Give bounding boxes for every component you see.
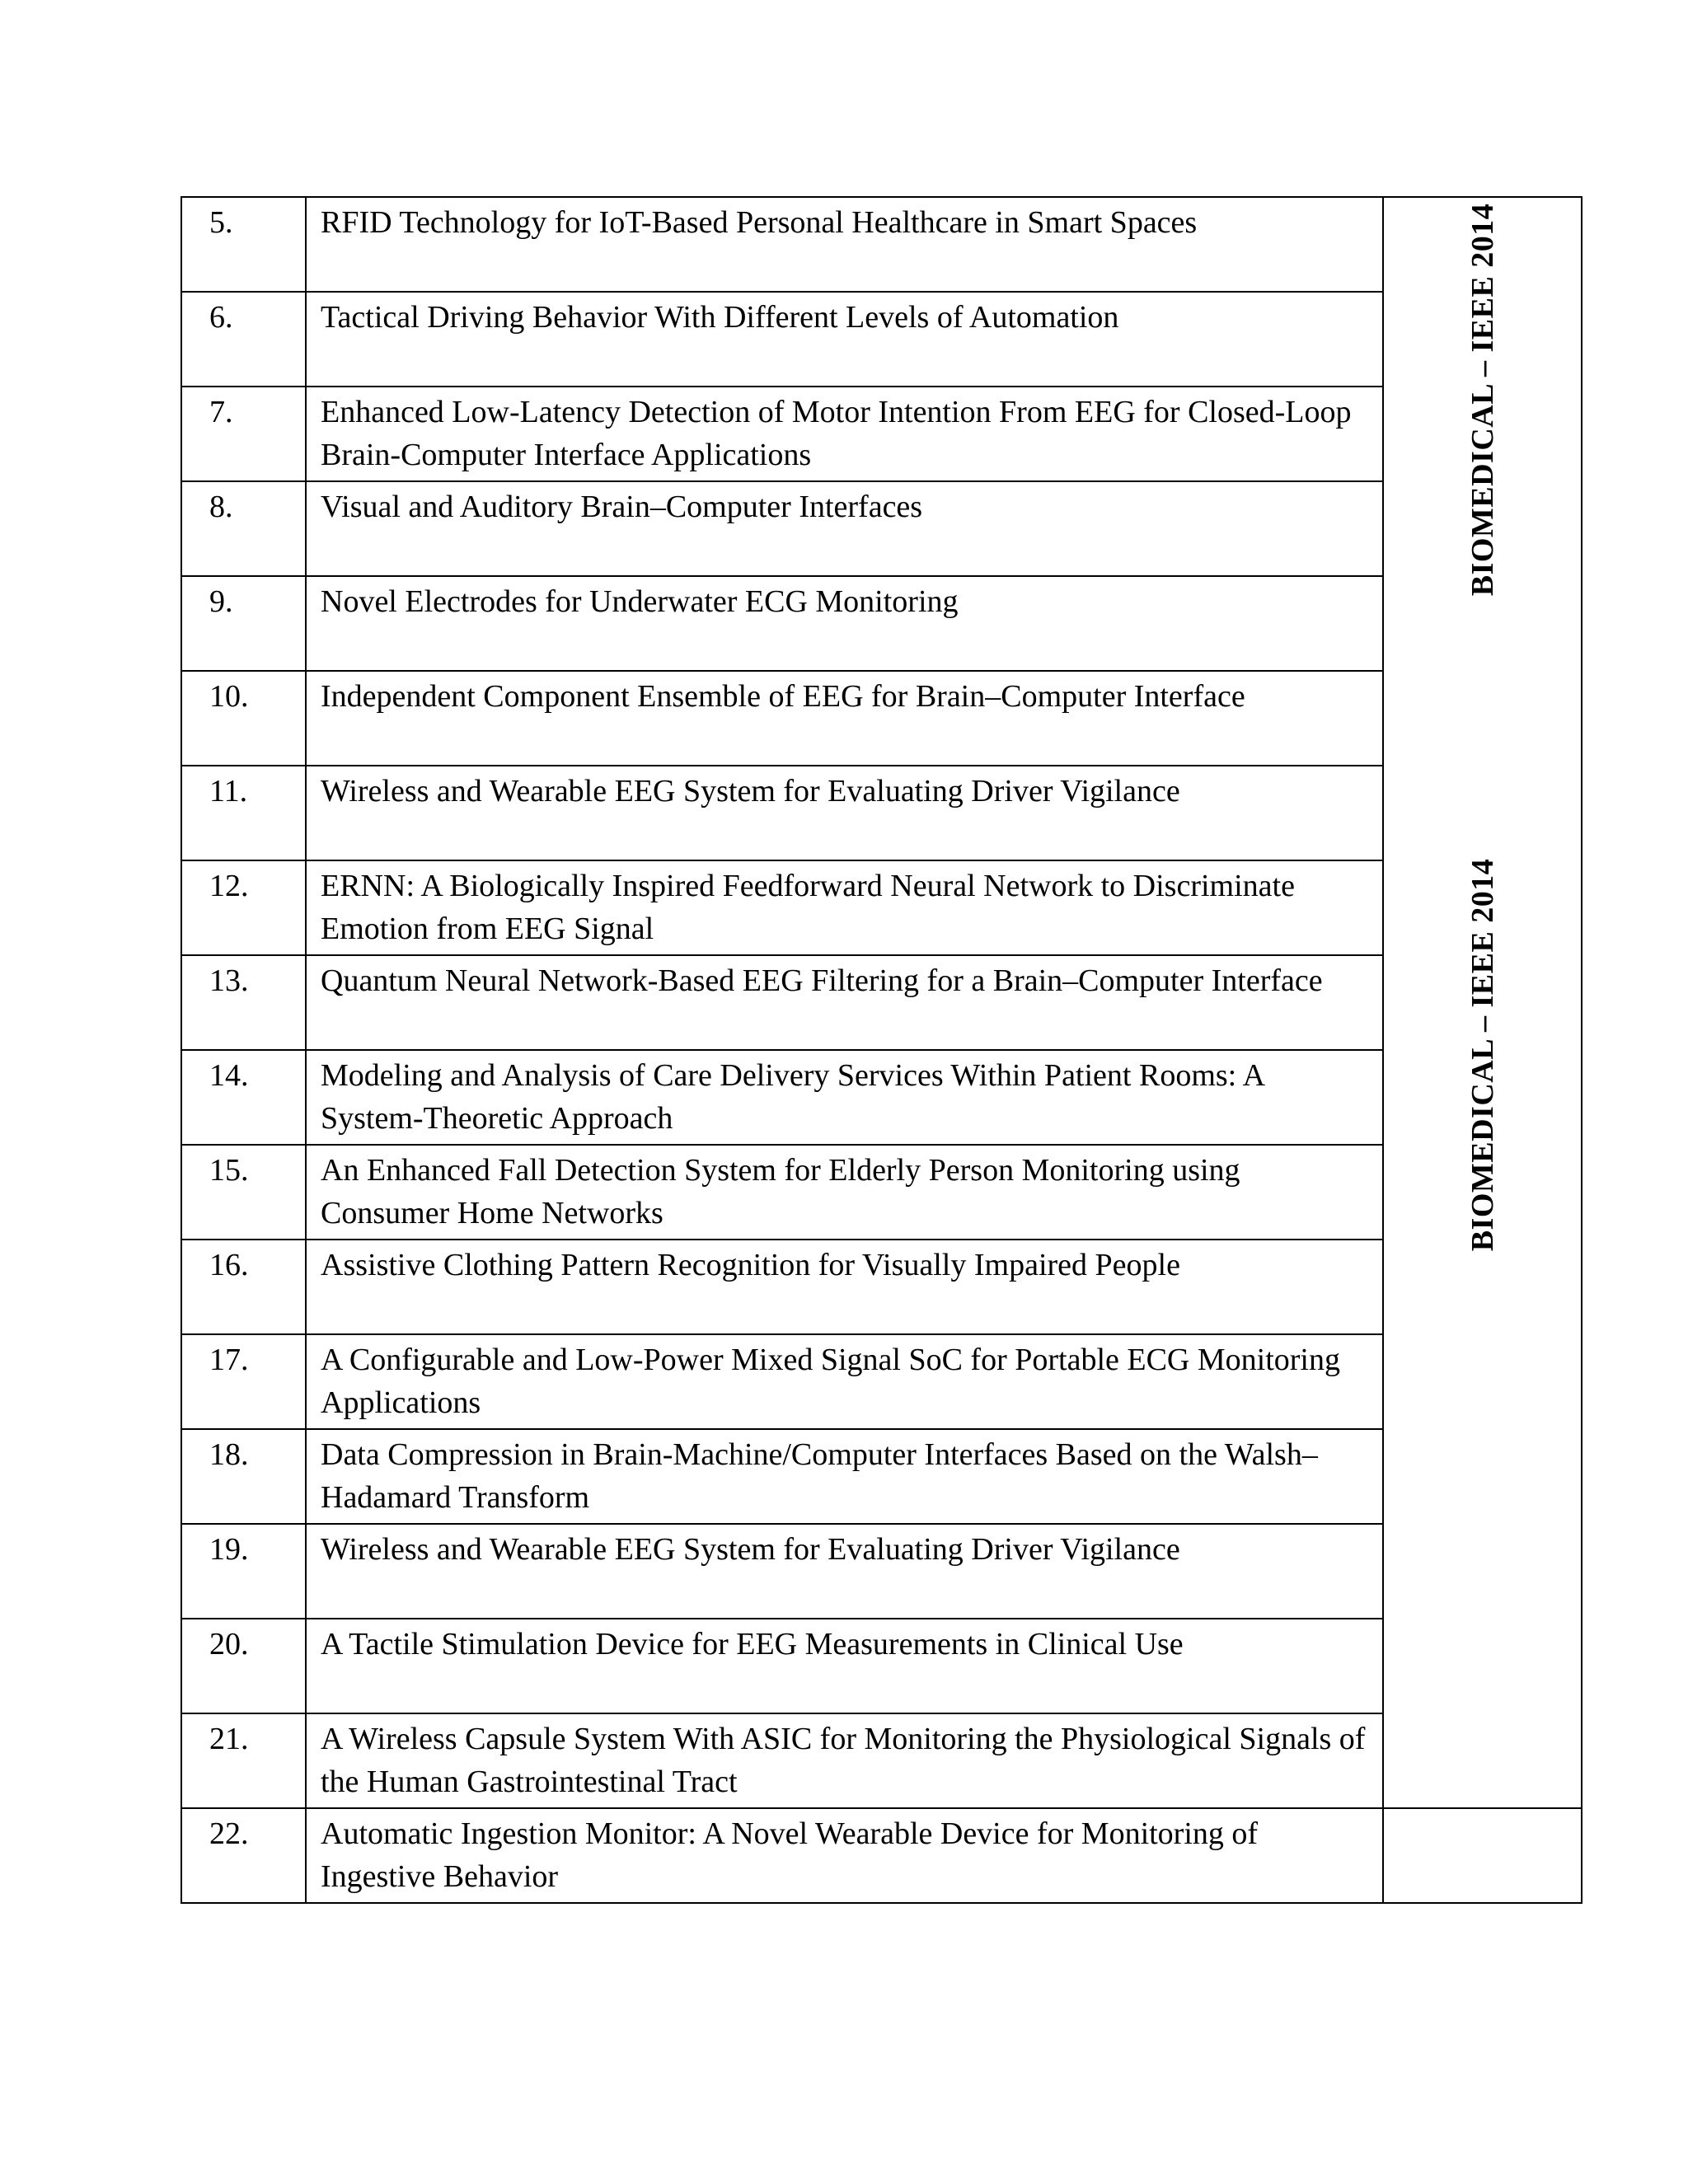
- row-number: 5.: [181, 197, 306, 292]
- table-row: [181, 1619, 1582, 1713]
- row-title: Tactical Driving Behavior With Different Levels of Automation: [306, 292, 1383, 387]
- category-cell: [1383, 197, 1582, 1808]
- row-number: 8.: [181, 481, 306, 576]
- table-row: [181, 1713, 1582, 1808]
- category-label: BIOMEDICAL – IEEE 2014: [1465, 858, 1500, 1252]
- row-number: 11.: [181, 766, 306, 860]
- row-title: RFID Technology for IoT-Based Personal Healthcare in Smart Spaces: [306, 197, 1383, 292]
- row-title: Wireless and Wearable EEG System for Evaluating Driver Vigilance: [306, 1524, 1383, 1619]
- row-number: 9.: [181, 576, 306, 671]
- table-row: [181, 671, 1582, 766]
- table-row: [181, 1334, 1582, 1429]
- table-row: [181, 1050, 1582, 1145]
- table-row: [181, 292, 1582, 387]
- row-number: 13.: [181, 955, 306, 1050]
- table-row: [181, 481, 1582, 576]
- row-title: A Wireless Capsule System With ASIC for Monitoring the Physiological Signals of the Human Gastrointestinal Tract: [306, 1713, 1383, 1808]
- table-row: [181, 576, 1582, 671]
- row-number: 16.: [181, 1240, 306, 1334]
- row-number: 18.: [181, 1429, 306, 1524]
- row-title: A Configurable and Low-Power Mixed Signal SoC for Portable ECG Monitoring Applications: [306, 1334, 1383, 1429]
- table-row: [181, 1808, 1582, 1903]
- table-row: [181, 1145, 1582, 1240]
- row-title: Visual and Auditory Brain–Computer Interfaces: [306, 481, 1383, 576]
- table-row: [181, 197, 1582, 292]
- table-row: [181, 955, 1582, 1050]
- row-number: 7.: [181, 387, 306, 481]
- row-number: 21.: [181, 1713, 306, 1808]
- row-title: An Enhanced Fall Detection System for Elderly Person Monitoring using Consumer Home Networks: [306, 1145, 1383, 1240]
- row-title: Assistive Clothing Pattern Recognition for Visually Impaired People: [306, 1240, 1383, 1334]
- empty-category-cell: [1383, 1808, 1582, 1903]
- row-title: Independent Component Ensemble of EEG for Brain–Computer Interface: [306, 671, 1383, 766]
- row-title: Enhanced Low-Latency Detection of Motor Intention From EEG for Closed-Loop Brain-Computer Interface Applications: [306, 387, 1383, 481]
- row-number: 15.: [181, 1145, 306, 1240]
- row-title: Modeling and Analysis of Care Delivery Services Within Patient Rooms: A System-Theoretic Approach: [306, 1050, 1383, 1145]
- table-row: [181, 1524, 1582, 1619]
- table-row: [181, 387, 1582, 481]
- category-label: BIOMEDICAL – IEEE 2014: [1465, 203, 1500, 597]
- table-row: [181, 860, 1582, 955]
- row-title: Wireless and Wearable EEG System for Evaluating Driver Vigilance: [306, 766, 1383, 860]
- row-number: 12.: [181, 860, 306, 955]
- row-title: A Tactile Stimulation Device for EEG Measurements in Clinical Use: [306, 1619, 1383, 1713]
- row-title: ERNN: A Biologically Inspired Feedforward Neural Network to Discriminate Emotion from EEG Signal: [306, 860, 1383, 955]
- row-number: 14.: [181, 1050, 306, 1145]
- table-row: [181, 1429, 1582, 1524]
- table-row: [181, 766, 1582, 860]
- row-title: Data Compression in Brain-Machine/Computer Interfaces Based on the Walsh–Hadamard Transform: [306, 1429, 1383, 1524]
- row-number: 17.: [181, 1334, 306, 1429]
- row-title: Quantum Neural Network-Based EEG Filtering for a Brain–Computer Interface: [306, 955, 1383, 1050]
- row-title: Novel Electrodes for Underwater ECG Monitoring: [306, 576, 1383, 671]
- table-row: [181, 1240, 1582, 1334]
- row-number: 19.: [181, 1524, 306, 1619]
- row-number: 22.: [181, 1808, 306, 1903]
- project-title-table: [181, 196, 1582, 1904]
- row-number: 20.: [181, 1619, 306, 1713]
- row-title: Automatic Ingestion Monitor: A Novel Wearable Device for Monitoring of Ingestive Behavior: [306, 1808, 1383, 1903]
- row-number: 10.: [181, 671, 306, 766]
- row-number: 6.: [181, 292, 306, 387]
